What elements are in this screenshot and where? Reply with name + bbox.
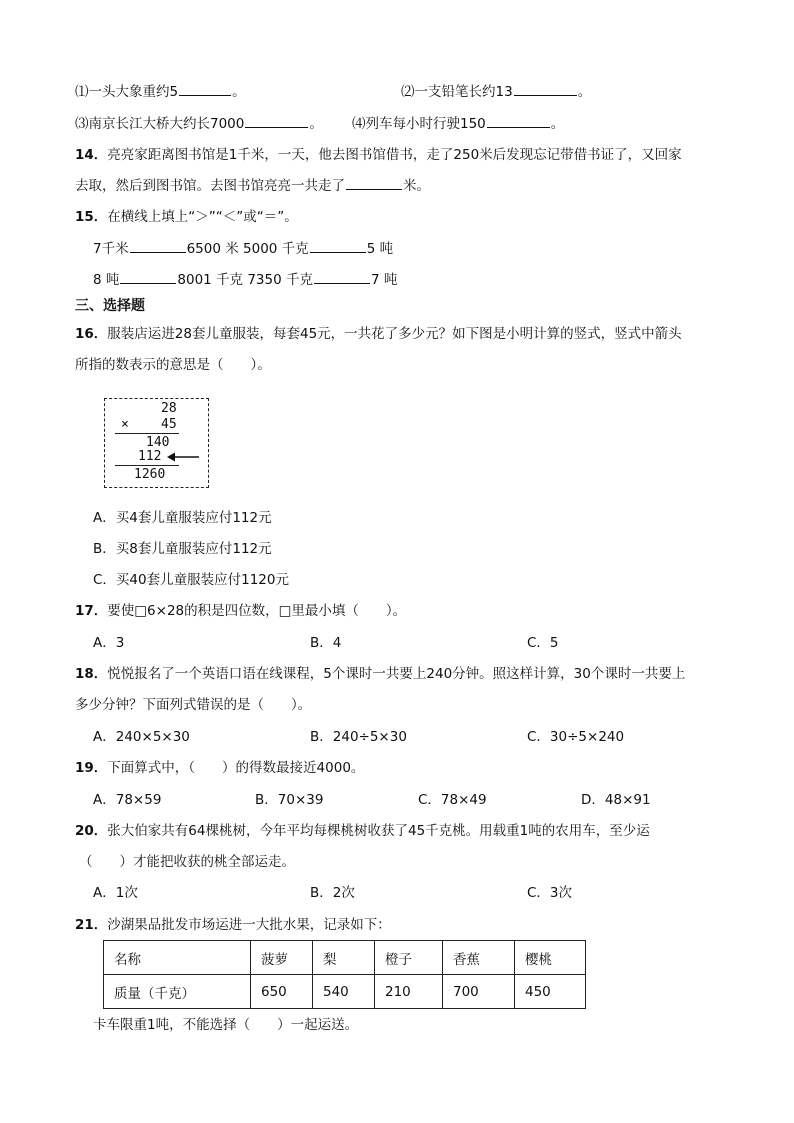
- answer-blank[interactable]: [310, 239, 366, 253]
- answer-blank[interactable]: [120, 270, 176, 284]
- rule-line: [115, 433, 179, 434]
- q21-stem: [75, 915, 391, 935]
- q18-option-c[interactable]: C．30÷5×240: [527, 729, 625, 745]
- table-row: [104, 975, 586, 1009]
- q13-item-3: [75, 114, 323, 134]
- q18-line-1: [75, 664, 685, 684]
- multiplier: 45: [161, 417, 177, 432]
- question-number: 16．: [75, 326, 108, 342]
- q19-stem: [75, 758, 364, 778]
- q14-line-2: [75, 176, 430, 196]
- q19-option-b[interactable]: B．70×39: [255, 792, 324, 808]
- answer-blank[interactable]: [487, 114, 550, 128]
- q19-option-c[interactable]: C．78×49: [418, 792, 487, 808]
- fruit-weight-table: [103, 940, 586, 1009]
- table-cell: 650: [251, 975, 313, 1009]
- q18-option-b[interactable]: B．240÷5×30: [310, 729, 407, 745]
- question-number: 18．: [75, 666, 108, 682]
- times-sign: ×: [121, 417, 129, 432]
- q20-option-c[interactable]: C．3次: [527, 885, 573, 901]
- table-cell: 菠萝: [251, 941, 313, 975]
- compare-right: 7 吨: [370, 272, 398, 288]
- question-text: 亮亮家距离图书馆是1千米，一天，他去图书馆借书，走了250米后发现忘记带借书证了，又回家: [107, 147, 682, 163]
- table-cell: 质量（千克）: [104, 975, 251, 1009]
- question-number: 19．: [75, 760, 108, 776]
- punct: 。: [577, 84, 592, 100]
- q13-item-2-text: ⑵一支铅笔长约13: [401, 84, 513, 100]
- compare-left: 8 吨: [93, 272, 120, 288]
- question-text: 去取，然后到图书馆。去图书馆亮亮一共走了: [75, 178, 345, 194]
- question-text: 悦悦报名了一个英语口语在线课程，5个课时一共要上240分钟。照这样计算，30个课时一共要上: [107, 666, 686, 682]
- question-number: 15．: [75, 209, 108, 225]
- q20-option-b[interactable]: B．2次: [310, 885, 355, 901]
- question-number: 21．: [75, 917, 108, 933]
- q18-option-a[interactable]: A．240×5×30: [93, 729, 190, 745]
- q13-item-4-text: ⑷列车每小时行驶150: [352, 116, 486, 132]
- question-text: 下面算式中，（ ）的得数最接近4000。: [107, 760, 365, 776]
- q17-option-c[interactable]: C．5: [527, 635, 559, 651]
- product-result: 1260: [134, 467, 166, 482]
- q17-option-b[interactable]: B．4: [310, 635, 342, 651]
- compare-mid: 6500 米 5000 千克: [186, 241, 309, 257]
- question-text: 张大伯家共有64棵桃树，今年平均每棵桃树收获了45千克桃。用载重1吨的农用车，至少运: [107, 823, 650, 839]
- q19-option-a[interactable]: A．78×59: [93, 792, 162, 808]
- q15-row-2: [93, 270, 397, 290]
- partial-product-1: 140: [146, 435, 170, 450]
- q15-instruction: [75, 207, 298, 227]
- table-cell: 210: [375, 975, 443, 1009]
- q16-option-a[interactable]: A．买4套儿童服装应付112元: [93, 510, 272, 526]
- table-cell: 700: [443, 975, 515, 1009]
- q13-item-1-text: ⑴一头大象重约5: [75, 84, 179, 100]
- q13-item-1: [75, 82, 246, 102]
- table-cell: 樱桃: [515, 941, 586, 975]
- q16-line-1: [75, 324, 682, 344]
- arrow-left-icon: [167, 451, 201, 463]
- table-cell: 香蕉: [443, 941, 515, 975]
- question-text: 沙湖果品批发市场运进一大批水果，记录如下：: [107, 917, 391, 933]
- table-cell: 540: [313, 975, 375, 1009]
- question-number: 20．: [75, 823, 108, 839]
- answer-blank[interactable]: [130, 239, 186, 253]
- q20-line-2: （ ）才能把收获的桃全部运走。: [79, 854, 295, 870]
- q17-stem: [75, 601, 406, 621]
- table-cell: 450: [515, 975, 586, 1009]
- section-heading: 三、选择题: [75, 298, 145, 314]
- q19-option-d[interactable]: D．48×91: [581, 792, 651, 808]
- question-text: 服装店运进28套儿童服装，每套45元，一共花了多少元？如下图是小明计算的竖式，竖式中箭头: [107, 326, 682, 342]
- answer-blank[interactable]: [314, 270, 370, 284]
- q17-option-a[interactable]: A．3: [93, 635, 125, 651]
- table-header-row: [104, 941, 586, 975]
- question-text: 米。: [403, 178, 430, 194]
- multiplicand: 28: [161, 401, 177, 416]
- compare-left: 7千米: [93, 241, 129, 257]
- rule-line: [115, 465, 179, 466]
- q16-option-b[interactable]: B．买8套儿童服装应付112元: [93, 541, 272, 557]
- q21-footer: 卡车限重1吨，不能选择（ ）一起运送。: [93, 1017, 359, 1033]
- partial-product-2: 112: [138, 449, 162, 464]
- q20-option-a[interactable]: A．1次: [93, 885, 138, 901]
- table-cell: 梨: [313, 941, 375, 975]
- q16-line-2: 所指的数表示的意思是（ ）。: [75, 357, 271, 373]
- q14-line-1: [75, 145, 682, 165]
- question-text: 在横线上填上“＞”“＜”或“＝”。: [107, 209, 298, 225]
- compare-mid: 8001 千克 7350 千克: [177, 272, 313, 288]
- punct: 。: [550, 116, 565, 132]
- answer-blank[interactable]: [179, 82, 231, 96]
- table-cell: 名称: [104, 941, 251, 975]
- compare-right: 5 吨: [366, 241, 394, 257]
- q20-line-1: [75, 821, 650, 841]
- question-number: 14．: [75, 147, 108, 163]
- q18-line-2: 多少分钟？下面列式错误的是（ ）。: [75, 697, 312, 713]
- q16-option-c[interactable]: C．买40套儿童服装应付1120元: [93, 572, 289, 588]
- punct: 。: [232, 84, 246, 100]
- answer-blank[interactable]: [346, 176, 402, 190]
- answer-blank[interactable]: [245, 114, 308, 128]
- table-cell: 橙子: [375, 941, 443, 975]
- q13-item-4: [352, 114, 564, 134]
- question-number: 17．: [75, 603, 108, 619]
- vertical-calculation-figure: [104, 398, 209, 488]
- q13-item-3-text: ⑶南京长江大桥大约长7000: [75, 116, 245, 132]
- answer-blank[interactable]: [514, 82, 577, 96]
- q15-row-1: [93, 239, 393, 259]
- q13-item-2: [401, 82, 591, 102]
- question-text: 要使□6×28的积是四位数，□里最小填（ ）。: [107, 603, 407, 619]
- punct: 。: [309, 116, 323, 132]
